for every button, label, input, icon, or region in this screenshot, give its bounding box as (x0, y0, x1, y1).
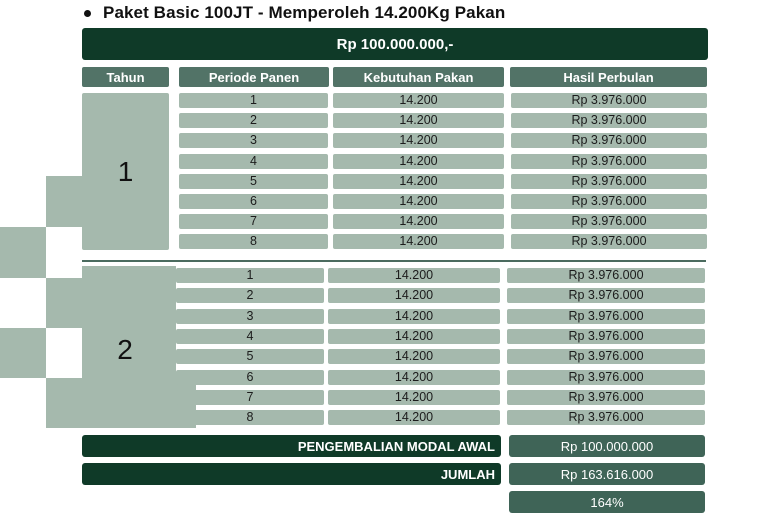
hasil-cell: Rp 3.976.000 (511, 174, 707, 189)
pakan-cell: 14.200 (328, 349, 500, 364)
periode-cell: 3 (179, 133, 328, 148)
hasil-cell: Rp 3.976.000 (511, 113, 707, 128)
header-periode-panen: Periode Panen (179, 67, 329, 87)
decor-block (0, 227, 46, 278)
pakan-cell: 14.200 (333, 234, 504, 249)
periode-cell: 5 (176, 349, 324, 364)
year-1-label: 1 (117, 156, 134, 187)
periode-cell: 2 (176, 288, 324, 303)
periode-cell: 6 (176, 370, 324, 385)
hasil-cell: Rp 3.976.000 (507, 410, 705, 425)
pakan-cell: 14.200 (328, 268, 500, 283)
pakan-cell: 14.200 (328, 309, 500, 324)
jumlah-value: Rp 163.616.000 (509, 463, 705, 485)
periode-cell: 8 (179, 234, 328, 249)
pakan-cell: 14.200 (333, 113, 504, 128)
pakan-cell: 14.200 (333, 174, 504, 189)
hasil-cell: Rp 3.976.000 (507, 309, 705, 324)
hasil-cell: Rp 3.976.000 (511, 234, 707, 249)
decor-block (0, 328, 46, 378)
periode-cell: 3 (176, 309, 324, 324)
periode-cell: 1 (179, 93, 328, 108)
hasil-cell: Rp 3.976.000 (511, 194, 707, 209)
periode-cell: 7 (176, 390, 324, 405)
hasil-cell: Rp 3.976.000 (507, 390, 705, 405)
header-tahun: Tahun (82, 67, 169, 87)
pakan-cell: 14.200 (328, 390, 500, 405)
hasil-cell: Rp 3.976.000 (511, 133, 707, 148)
periode-cell: 7 (179, 214, 328, 229)
periode-cell: 4 (176, 329, 324, 344)
hasil-cell: Rp 3.976.000 (507, 268, 705, 283)
periode-cell: 8 (176, 410, 324, 425)
pakan-cell: 14.200 (328, 370, 500, 385)
decor-block (46, 278, 82, 328)
bullet-icon (84, 10, 91, 17)
header-kebutuhan-pakan: Kebutuhan Pakan (333, 67, 504, 87)
pakan-cell: 14.200 (333, 154, 504, 169)
hasil-cell: Rp 3.976.000 (507, 329, 705, 344)
persen-value: 164% (509, 491, 705, 513)
page-title: Paket Basic 100JT - Memperoleh 14.200Kg Pakan (103, 3, 506, 22)
pakan-cell: 14.200 (328, 410, 500, 425)
periode-cell: 2 (179, 113, 328, 128)
pakan-cell: 14.200 (333, 133, 504, 148)
periode-cell: 1 (176, 268, 324, 283)
decor-block (46, 176, 82, 227)
hasil-cell: Rp 3.976.000 (507, 349, 705, 364)
hasil-cell: Rp 3.976.000 (511, 214, 707, 229)
jumlah-label: JUMLAH (82, 463, 501, 485)
pakan-cell: 14.200 (328, 329, 500, 344)
decor-block (46, 378, 82, 428)
pengembalian-label: PENGEMBALIAN MODAL AWAL (82, 435, 501, 457)
header-hasil-perbulan: Hasil Perbulan (510, 67, 707, 87)
hasil-cell: Rp 3.976.000 (511, 154, 707, 169)
hasil-cell: Rp 3.976.000 (507, 288, 705, 303)
pengembalian-value: Rp 100.000.000 (509, 435, 705, 457)
periode-cell: 6 (179, 194, 328, 209)
hasil-cell: Rp 3.976.000 (511, 93, 707, 108)
year-2-label: 2 (117, 334, 133, 365)
periode-cell: 5 (179, 174, 328, 189)
pakan-cell: 14.200 (333, 214, 504, 229)
pakan-cell: 14.200 (333, 194, 504, 209)
price-banner: Rp 100.000.000,- (82, 28, 708, 60)
periode-cell: 4 (179, 154, 328, 169)
section-divider (82, 260, 706, 262)
hasil-cell: Rp 3.976.000 (507, 370, 705, 385)
pakan-cell: 14.200 (333, 93, 504, 108)
title-row (84, 2, 505, 24)
pakan-cell: 14.200 (328, 288, 500, 303)
